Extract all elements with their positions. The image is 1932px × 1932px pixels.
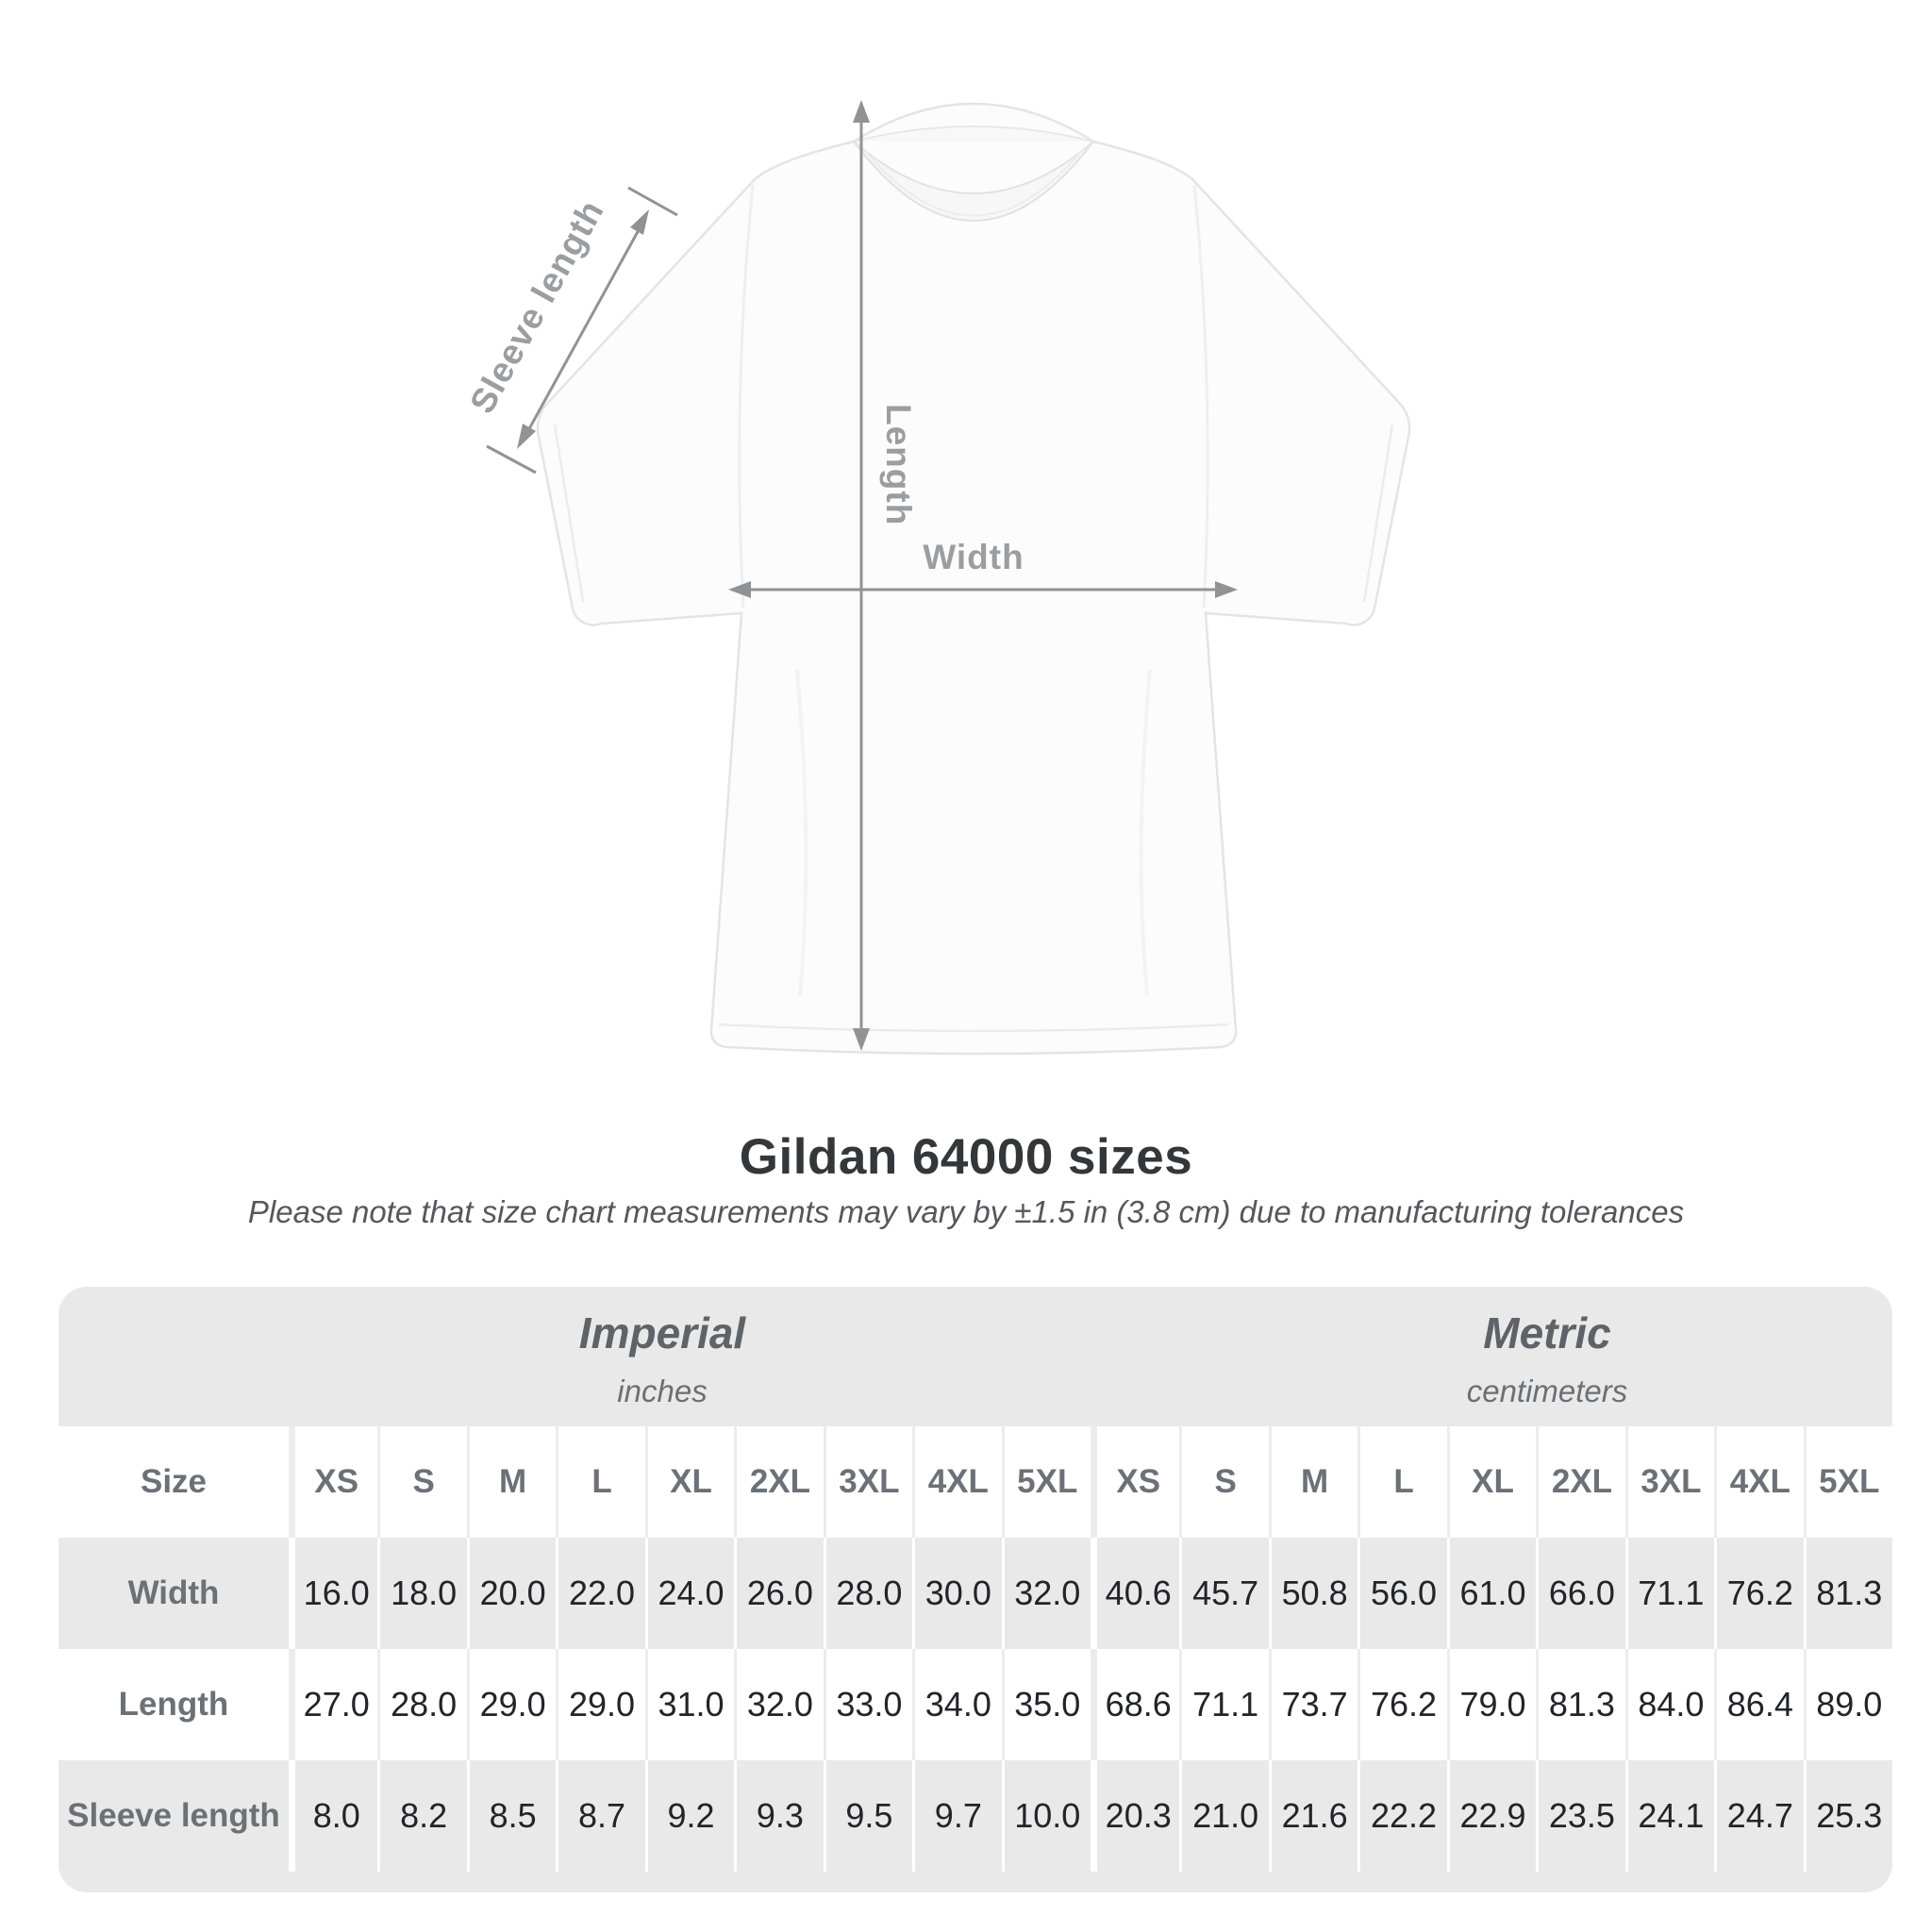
size-header-row (58, 1426, 1892, 1538)
length-label: Length (879, 404, 918, 526)
data-cell-imperial: 26.0 (734, 1538, 823, 1649)
data-cell-imperial: 8.0 (289, 1760, 377, 1872)
data-cell-metric: 81.3 (1536, 1649, 1624, 1760)
metric-section-header (1467, 1307, 1628, 1409)
metric-label: Metric (1483, 1308, 1611, 1357)
data-cell-metric: 76.2 (1357, 1649, 1446, 1760)
data-cell-imperial: 9.2 (645, 1760, 734, 1872)
data-cell-metric: 56.0 (1357, 1538, 1446, 1649)
data-cell-imperial: 9.5 (824, 1760, 912, 1872)
data-cell-imperial: 35.0 (1002, 1649, 1091, 1760)
data-cell-metric: 79.0 (1447, 1649, 1536, 1760)
imperial-unit-label: inches (617, 1374, 708, 1408)
data-cell-metric: 68.6 (1091, 1649, 1179, 1760)
data-cell-metric: 76.2 (1714, 1538, 1803, 1649)
data-cell-metric: 24.7 (1714, 1760, 1803, 1872)
data-cell-metric: 24.1 (1625, 1760, 1714, 1872)
size-header-imperial-xs: XS (289, 1426, 377, 1538)
table-rows (58, 1426, 1892, 1872)
data-cell-imperial: 20.0 (467, 1538, 556, 1649)
size-header-imperial-xl: XL (645, 1426, 734, 1538)
imperial-section-header (579, 1307, 745, 1409)
data-cell-metric: 21.0 (1179, 1760, 1268, 1872)
data-cell-imperial: 8.2 (377, 1760, 466, 1872)
data-cell-imperial: 30.0 (912, 1538, 1001, 1649)
data-cell-imperial: 10.0 (1002, 1760, 1091, 1872)
data-cell-metric: 73.7 (1269, 1649, 1357, 1760)
tshirt-image (538, 104, 1409, 1054)
data-cell-metric: 22.9 (1447, 1760, 1536, 1872)
metric-unit-label: centimeters (1466, 1374, 1628, 1408)
size-header-metric-3xl: 3XL (1625, 1426, 1714, 1538)
data-cell-metric: 84.0 (1625, 1649, 1714, 1760)
size-table (58, 1287, 1892, 1892)
data-cell-metric: 71.1 (1625, 1538, 1714, 1649)
data-cell-metric: 22.2 (1357, 1760, 1446, 1872)
unit-header-band (58, 1287, 1892, 1426)
data-cell-metric: 89.0 (1804, 1649, 1892, 1760)
row-label: Length (118, 1686, 229, 1723)
size-header-imperial-l: L (556, 1426, 644, 1538)
data-cell-imperial: 34.0 (912, 1649, 1001, 1760)
data-cell-imperial: 29.0 (467, 1649, 556, 1760)
size-header-imperial-5xl: 5XL (1002, 1426, 1091, 1538)
page-subtitle: Please note that size chart measurements may vary by ±1.5 in (3.8 cm) due to manufacturing tolerances (247, 1194, 1685, 1229)
row-label: Sleeve length (67, 1797, 280, 1834)
data-cell-imperial: 33.0 (824, 1649, 912, 1760)
data-cell-metric: 45.7 (1179, 1538, 1268, 1649)
size-header-metric-2xl: 2XL (1536, 1426, 1624, 1538)
size-header-metric-s: S (1179, 1426, 1268, 1538)
data-cell-imperial: 8.7 (556, 1760, 644, 1872)
table-row (58, 1538, 1892, 1649)
page-title: Gildan 64000 sizes (739, 1129, 1193, 1185)
size-header-metric-m: M (1269, 1426, 1357, 1538)
data-cell-metric: 40.6 (1091, 1538, 1179, 1649)
size-header-metric-l: L (1357, 1426, 1446, 1538)
size-header-metric-5xl: 5XL (1804, 1426, 1892, 1538)
data-cell-metric: 25.3 (1804, 1760, 1892, 1872)
size-header-imperial-3xl: 3XL (824, 1426, 912, 1538)
data-cell-metric: 81.3 (1804, 1538, 1892, 1649)
data-cell-metric: 23.5 (1536, 1760, 1624, 1872)
size-header-imperial-2xl: 2XL (734, 1426, 823, 1538)
data-cell-metric: 86.4 (1714, 1649, 1803, 1760)
row-label: Width (127, 1574, 220, 1611)
size-header-imperial-s: S (377, 1426, 466, 1538)
data-cell-imperial: 9.7 (912, 1760, 1001, 1872)
width-label: Width (923, 538, 1024, 576)
data-cell-metric: 61.0 (1447, 1538, 1536, 1649)
imperial-label: Imperial (578, 1308, 746, 1357)
size-header-metric-xs: XS (1091, 1426, 1179, 1538)
data-cell-imperial: 32.0 (734, 1649, 823, 1760)
size-header-metric-xl: XL (1447, 1426, 1536, 1538)
data-cell-metric: 66.0 (1536, 1538, 1624, 1649)
table-row (58, 1760, 1892, 1872)
sleeve-length-label: Sleeve length (462, 193, 611, 420)
data-cell-imperial: 27.0 (289, 1649, 377, 1760)
size-header-imperial-m: M (467, 1426, 556, 1538)
data-cell-imperial: 16.0 (289, 1538, 377, 1649)
data-cell-imperial: 31.0 (645, 1649, 734, 1760)
data-cell-imperial: 28.0 (377, 1649, 466, 1760)
data-cell-metric: 21.6 (1269, 1760, 1357, 1872)
table-row (58, 1649, 1892, 1760)
data-cell-imperial: 32.0 (1002, 1538, 1091, 1649)
data-cell-imperial: 9.3 (734, 1760, 823, 1872)
size-header-metric-4xl: 4XL (1714, 1426, 1803, 1538)
data-cell-imperial: 24.0 (645, 1538, 734, 1649)
data-cell-imperial: 8.5 (467, 1760, 556, 1872)
data-cell-imperial: 18.0 (377, 1538, 466, 1649)
size-header-imperial-4xl: 4XL (912, 1426, 1001, 1538)
data-cell-imperial: 28.0 (824, 1538, 912, 1649)
data-cell-metric: 71.1 (1179, 1649, 1268, 1760)
size-column-header: Size (140, 1463, 208, 1500)
data-cell-metric: 20.3 (1091, 1760, 1179, 1872)
data-cell-imperial: 22.0 (556, 1538, 644, 1649)
data-cell-metric: 50.8 (1269, 1538, 1357, 1649)
data-cell-imperial: 29.0 (556, 1649, 644, 1760)
